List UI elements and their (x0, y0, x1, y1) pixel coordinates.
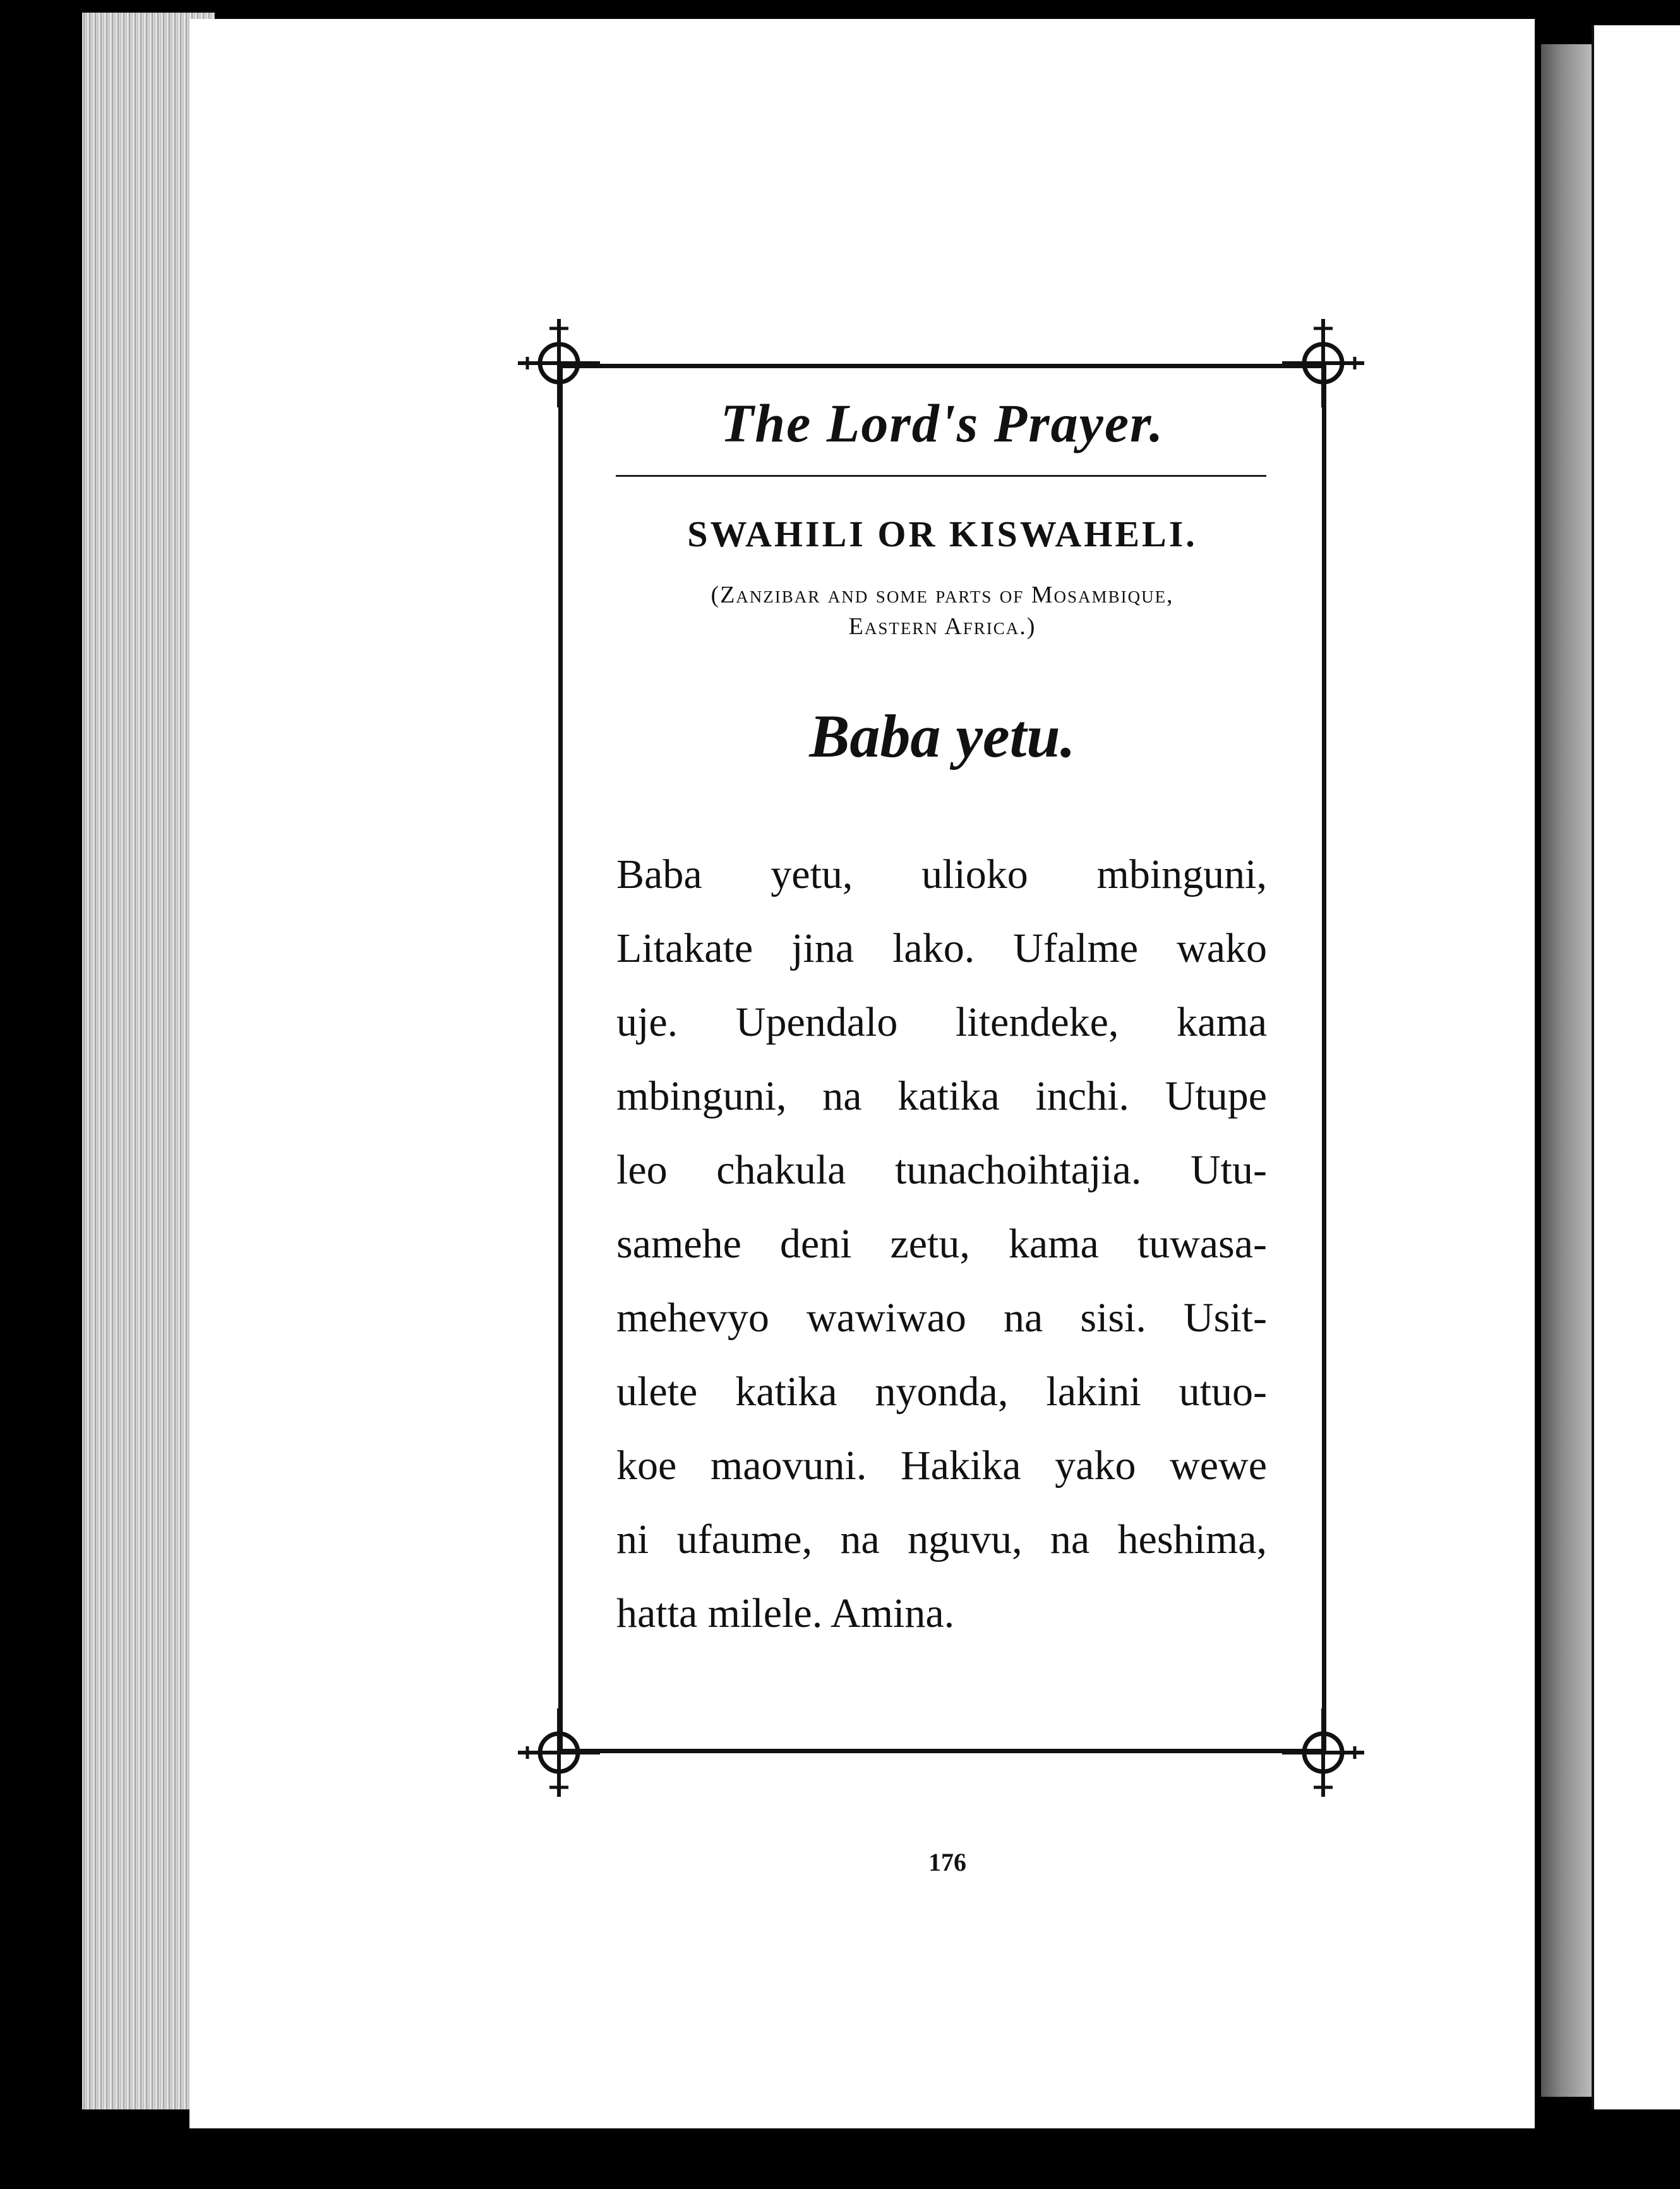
prayer-line: mbinguni, na katika inchi. Utupe (616, 1073, 1267, 1119)
prayer-line: mehevyo wawiwao na sisi. Usit- (616, 1295, 1267, 1341)
prayer-line: ulete katika nyonda, lakini utuo- (616, 1369, 1267, 1415)
region-subtitle-line: Eastern Africa.) (848, 613, 1036, 640)
next-page-strip (1592, 25, 1680, 2109)
prayer-line: samehe deni zetu, kama tuwasa- (616, 1221, 1267, 1267)
cross-flourish-icon (515, 1705, 603, 1800)
prayer-line: koe maovuni. Hakika yako wewe (616, 1442, 1267, 1489)
cross-flourish-icon (1279, 1705, 1367, 1800)
header-divider (616, 475, 1266, 477)
region-subtitle-line: (Zanzibar and some parts of Mosambique, (711, 582, 1174, 608)
prayer-line: hatta milele. Amina. (616, 1590, 955, 1636)
page-header-title: The Lord's Prayer. (720, 393, 1165, 453)
prayer-title: Baba yetu. (809, 702, 1076, 770)
prayer-line: leo chakula tunachoihtajia. Utu- (616, 1147, 1267, 1193)
page-number: 176 (928, 1848, 966, 1876)
prayer-line: Baba yetu, ulioko mbinguni, (616, 851, 1267, 897)
prayer-line: ni ufaume, na nguvu, na heshima, (616, 1516, 1267, 1562)
prayer-line: Litakate jina lako. Ufalme wako (616, 925, 1267, 971)
page-gutter-shadow (1541, 44, 1592, 2097)
language-heading: SWAHILI OR KISWAHELI. (687, 513, 1197, 555)
prayer-text (616, 837, 1267, 1650)
prayer-line: uje. Upendalo litendeke, kama (616, 999, 1267, 1045)
